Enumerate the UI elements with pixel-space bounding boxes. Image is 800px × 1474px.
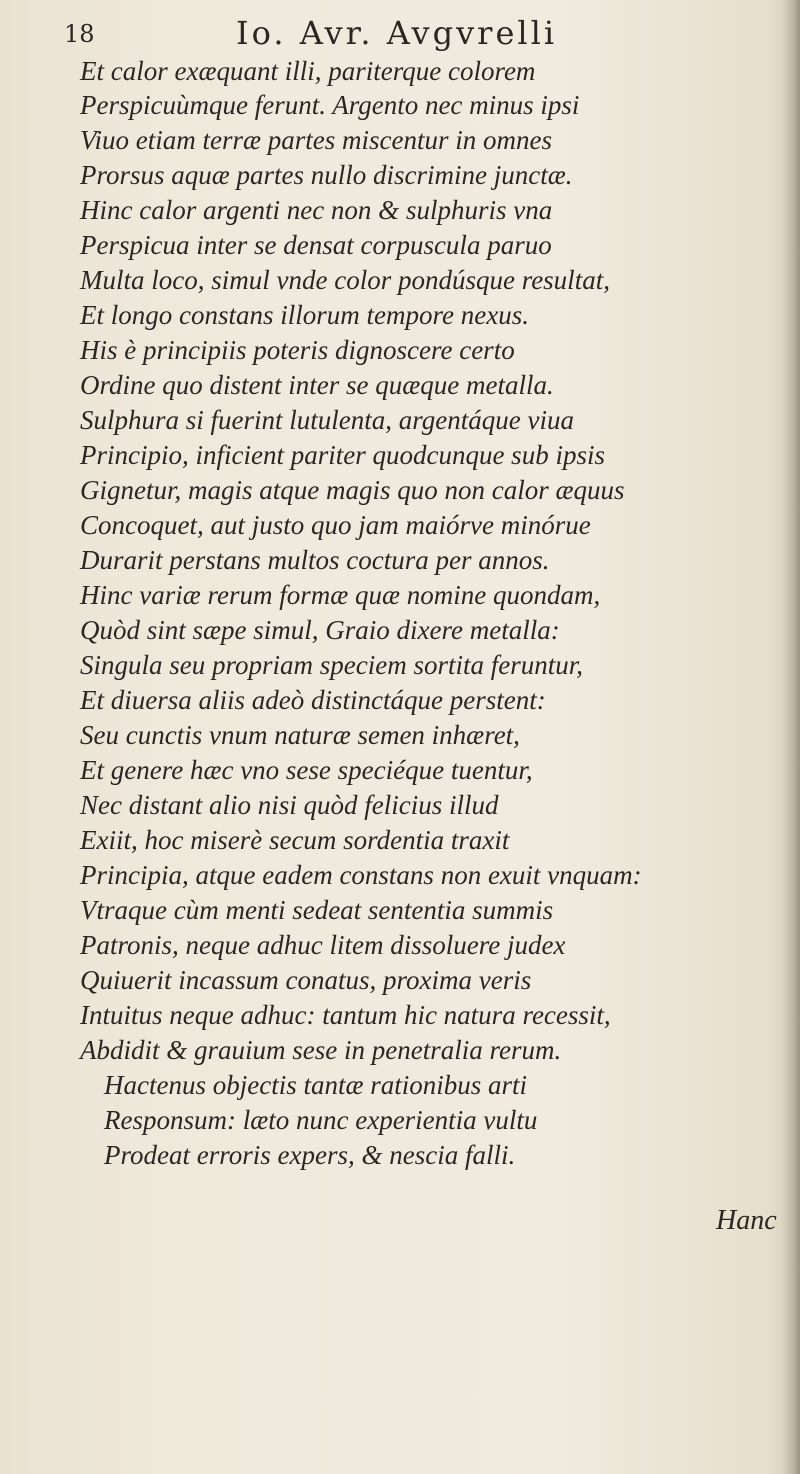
verse-line: Et calor exæquant illi, pariterque colorem — [80, 56, 536, 86]
page-gutter-shadow — [782, 0, 800, 1474]
verse-line: Et longo constans illorum tempore nexus. — [80, 300, 529, 330]
verse-line: Gignetur, magis atque magis quo non calor æquus — [80, 475, 625, 505]
verse-line: Perspicua inter se densat corpuscula paruo — [80, 230, 552, 260]
verse-line: Multa loco, simul vnde color pondúsque resultat, — [80, 265, 610, 295]
page-number: 18 — [64, 20, 95, 48]
verse-line: Hinc calor argenti nec non & sulphuris vna — [80, 195, 553, 225]
verse-line: Vtraque cùm menti sedeat sententia summis — [80, 895, 554, 925]
verse-line: Viuo etiam terræ partes miscentur in omnes — [80, 125, 552, 155]
verse-line: Durarit perstans multos coctura per annos. — [80, 545, 550, 575]
verse-line: Principia, atque eadem constans non exuit vnquam: — [80, 860, 642, 890]
verse-line: Abdidit & grauium sese in penetralia rerum. — [80, 1035, 562, 1065]
verse-line: His è principiis poteris dignoscere certo — [80, 335, 515, 365]
verse-line: Quòd sint sæpe simul, Graio dixere metalla: — [80, 615, 560, 645]
verse-line: Nec distant alio nisi quòd felicius illud — [80, 790, 499, 820]
verse-line: Hinc variæ rerum formæ quæ nomine quondam, — [80, 580, 601, 610]
verse-line: Exiit, hoc miserè secum sordentia traxit — [80, 825, 510, 855]
catchword: Hanc — [716, 1205, 777, 1236]
verse-line: Seu cunctis vnum naturæ semen inhæret, — [80, 720, 520, 750]
verse-line: Sulphura si fuerint lutulenta, argentáque viua — [80, 405, 574, 435]
verse-line: Perspicuùmque ferunt. Argento nec minus ipsi — [80, 90, 580, 120]
verse-line: Prodeat erroris expers, & nescia falli. — [104, 1140, 516, 1170]
verse-line: Principio, inficient pariter quodcunque sub ipsis — [80, 440, 605, 470]
verse-line: Et diuersa aliis adeò distinctáque perstent: — [80, 685, 546, 715]
verse-line: Responsum: læto nunc experientia vultu — [104, 1105, 538, 1135]
verse-line: Intuitus neque adhuc: tantum hic natura recessit, — [80, 1000, 611, 1030]
verse-line: Ordine quo distent inter se quæque metalla. — [80, 370, 554, 400]
verse-line: Concoquet, aut justo quo jam maiórve minórue — [80, 510, 591, 540]
verse-line: Quiuerit incassum conatus, proxima veris — [80, 965, 532, 995]
verse-line: Prorsus aquæ partes nullo discrimine junctæ. — [80, 160, 573, 190]
page-header — [0, 14, 800, 56]
verse-line: Et genere hæc vno sese speciéque tuentur, — [80, 755, 533, 785]
verse-line: Singula seu propriam speciem sortita feruntur, — [80, 650, 583, 680]
verse-line: Patronis, neque adhuc litem dissoluere judex — [80, 930, 566, 960]
verse-line: Hactenus objectis tantæ rationibus arti — [104, 1070, 527, 1100]
running-head: Io. Avr. Avgvrelli — [236, 14, 558, 52]
